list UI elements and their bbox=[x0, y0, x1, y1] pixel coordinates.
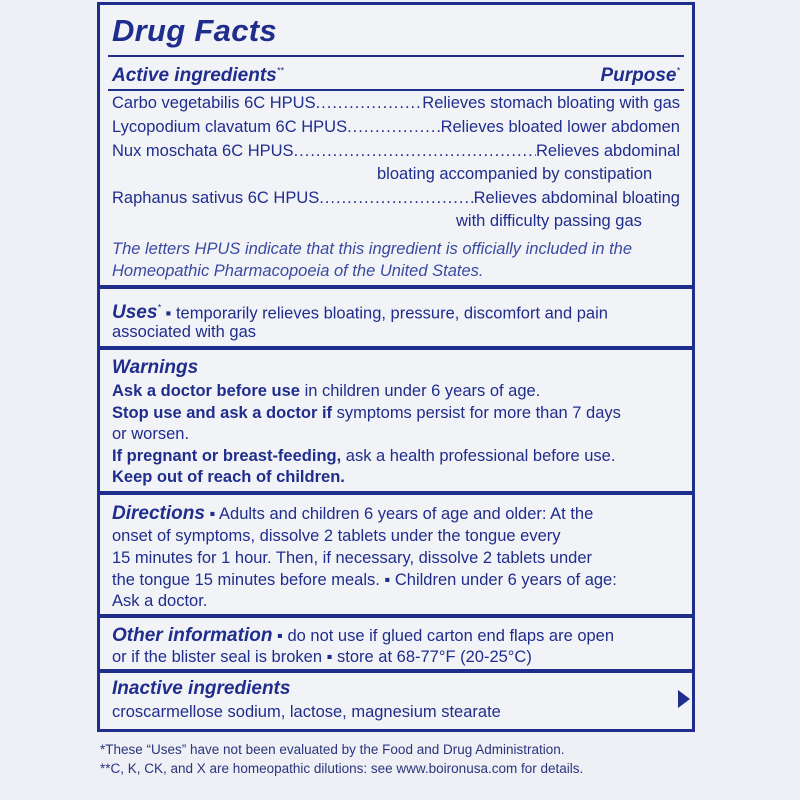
leader-dots bbox=[347, 118, 441, 137]
section-divider bbox=[100, 285, 692, 289]
directions-line: Ask a doctor. bbox=[112, 592, 208, 610]
other-info-line: Other information ▪ do not use if glued carton end flaps are open bbox=[112, 625, 615, 646]
ingredient-purpose: Relieves stomach bloating with gas bbox=[422, 94, 680, 112]
title-rule bbox=[108, 55, 684, 57]
warnings-heading: Warnings bbox=[112, 357, 199, 378]
footnote: **C, K, CK, and X are homeopathic dilutions: see www.boironusa.com for details. bbox=[100, 761, 584, 776]
ingredient-row bbox=[112, 94, 680, 113]
ingredient-name: Nux moschata 6C HPUS bbox=[112, 142, 294, 160]
leader-dots bbox=[316, 94, 423, 113]
hpus-note: The letters HPUS indicate that this ingredient is officially included in the bbox=[112, 240, 633, 258]
leader-dots bbox=[319, 189, 473, 208]
ingredient-name: Raphanus sativus 6C HPUS bbox=[112, 189, 320, 207]
warning-line: Ask a doctor before use in children under 6 years of age. bbox=[112, 382, 541, 400]
active-rule bbox=[108, 89, 684, 91]
hpus-note: Homeopathic Pharmacopoeia of the United States. bbox=[112, 262, 484, 280]
uses-heading: Uses* bbox=[112, 302, 161, 324]
drug-facts-panel bbox=[97, 2, 695, 732]
inactive-ingredients-heading: Inactive ingredients bbox=[112, 678, 291, 699]
footnote: *These “Uses” have not been evaluated by the Food and Drug Administration. bbox=[100, 742, 565, 757]
warning-line: or worsen. bbox=[112, 425, 190, 443]
ingredient-purpose-cont: bloating accompanied by constipation bbox=[377, 165, 653, 183]
ingredient-purpose: Relieves abdominal bloating bbox=[473, 189, 680, 207]
active-ingredients-heading: Active ingredients** bbox=[112, 65, 284, 86]
warning-line: Keep out of reach of children. bbox=[112, 468, 345, 486]
ingredient-row bbox=[112, 189, 680, 208]
right-triangle-icon bbox=[678, 690, 690, 708]
section-divider bbox=[100, 491, 692, 495]
other-info-heading: Other information bbox=[112, 625, 273, 646]
section-divider bbox=[100, 614, 692, 618]
ingredient-name: Lycopodium clavatum 6C HPUS bbox=[112, 118, 348, 136]
inactive-ingredients-text: croscarmellose sodium, lactose, magnesium stearate bbox=[112, 703, 501, 721]
uses-line: Uses* ▪ temporarily relieves bloating, pressure, discomfort and pain bbox=[112, 302, 608, 324]
ingredient-name: Carbo vegetabilis 6C HPUS bbox=[112, 94, 316, 112]
section-divider bbox=[100, 346, 692, 350]
section-divider bbox=[100, 669, 692, 673]
warning-line: If pregnant or breast-feeding, ask a health professional before use. bbox=[112, 447, 616, 465]
directions-line: Directions ▪ Adults and children 6 years of age and older: At the bbox=[112, 503, 594, 524]
leader-dots bbox=[294, 142, 536, 161]
ingredient-row bbox=[112, 118, 680, 137]
other-info-line: or if the blister seal is broken ▪ store at 68-77°F (20-25°C) bbox=[112, 648, 532, 666]
directions-line: 15 minutes for 1 hour. Then, if necessary, dissolve 2 tablets under bbox=[112, 549, 592, 567]
warning-line: Stop use and ask a doctor if symptoms persist for more than 7 days bbox=[112, 404, 621, 422]
ingredient-row bbox=[112, 142, 680, 161]
ingredient-purpose: Relieves bloated lower abdomen bbox=[440, 118, 680, 136]
drug-facts-title: Drug Facts bbox=[112, 13, 277, 48]
directions-heading: Directions bbox=[112, 503, 205, 524]
ingredient-purpose-cont: with difficulty passing gas bbox=[456, 212, 642, 230]
ingredient-purpose: Relieves abdominal bbox=[536, 142, 680, 160]
directions-line: onset of symptoms, dissolve 2 tablets under the tongue every bbox=[112, 527, 561, 545]
directions-line: the tongue 15 minutes before meals. ▪ Children under 6 years of age: bbox=[112, 571, 617, 589]
purpose-heading: Purpose* bbox=[600, 65, 680, 86]
uses-line: associated with gas bbox=[112, 323, 256, 341]
